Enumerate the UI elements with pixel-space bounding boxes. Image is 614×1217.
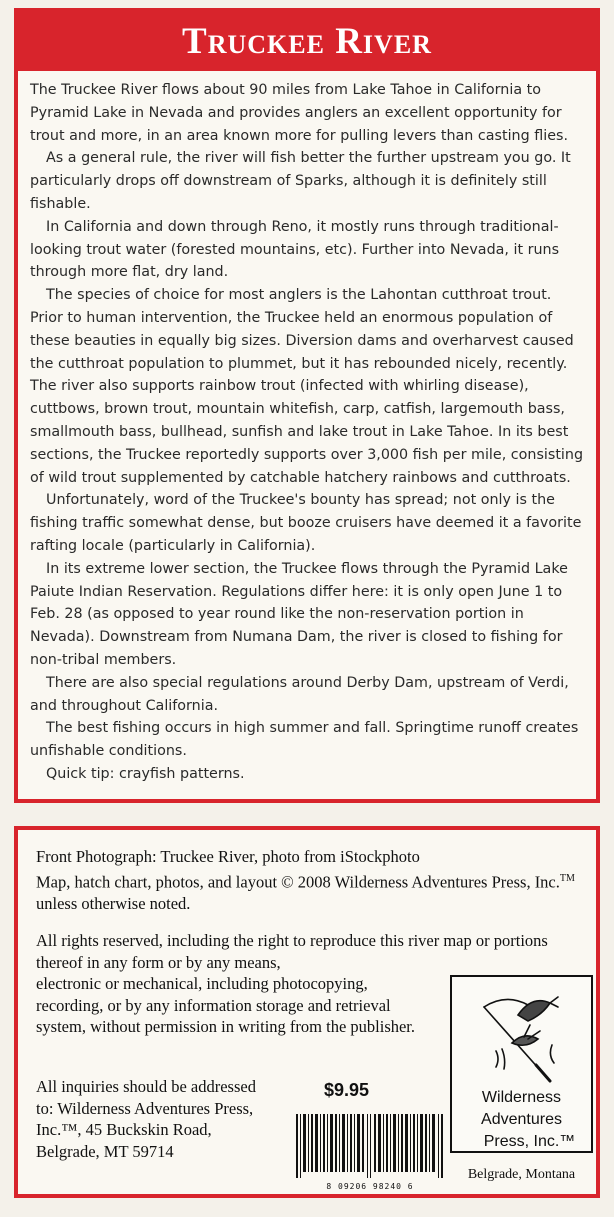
copyright-suffix: unless otherwise noted. bbox=[36, 893, 191, 913]
price-label: $9.95 bbox=[324, 1080, 370, 1100]
article-panel bbox=[14, 8, 600, 803]
logo-text bbox=[452, 1087, 591, 1153]
photo-credit: Front Photograph: Truckee River, photo from iStockphoto bbox=[36, 847, 420, 866]
article-body bbox=[18, 71, 596, 786]
logo-line-3: Press, Inc.™ bbox=[483, 1133, 576, 1150]
paragraph: There are also special regulations around Derby Dam, upstream of Verdi, and throughout California. bbox=[30, 674, 569, 714]
rights-text-a: All rights reserved, including the right to reproduce this river map or portions thereof in any form or by any means, bbox=[36, 931, 548, 972]
paragraph: The Truckee River flows about 90 miles from Lake Tahoe in California to Pyramid Lake in Nevada and provides anglers an excellent opportunity for trout and more, in an area known more for pulling levers than casting flies. bbox=[30, 82, 568, 144]
title-bar bbox=[17, 11, 597, 71]
fish-and-rod-icon bbox=[466, 985, 578, 1085]
paragraph: In its extreme lower section, the Truckee flows through the Pyramid Lake Paiute Indian Reservation. Regulations differ here: it is only open June 1 to Feb. 28 (as opposed to year round like the non-reservation portion in Nevada). Downstream from Numana Dam, the river is closed to fishing for non-tribal members. bbox=[30, 560, 568, 668]
inquiries-text: All inquiries should be addressed to: Wilderness Adventures Press, Inc.™, 45 Buckskin Road, Belgrade, MT 59714 bbox=[36, 1077, 256, 1161]
rights-text-b: electronic or mechanical, including photocopying, recording, or by any information storage and retrieval system, without permission in writing from the publisher. bbox=[36, 974, 416, 1036]
copyright-line bbox=[36, 868, 596, 915]
publisher-panel bbox=[14, 826, 600, 1198]
paragraph: As a general rule, the river will fish better the further upstream you go. It particularly drops off downstream of Sparks, although it is definitely still fishable. bbox=[30, 150, 571, 212]
barcode bbox=[290, 1114, 450, 1178]
publisher-location: Belgrade, Montana bbox=[467, 1167, 576, 1182]
credits-block bbox=[36, 846, 596, 914]
page-title: Truckee River bbox=[182, 20, 432, 62]
paragraph: The species of choice for most anglers is the Lahontan cutthroat trout. Prior to human intervention, the Truckee held an enormous population of these beauties in equally big sizes. Diversion dams and overharvest caused the cutthroat population to plummet, but it has rebounded nicely, recently. The river also supports rainbow trout (infected with whirling disease), cuttbows, brown trout, mountain whitefish, carp, catfish, largemouth bass, smallmouth bass, bullhead, sunfish and lake trout in Lake Tahoe. In its best sections, the Truckee reportedly supports over 3,000 fish per mile, consisting of wild trout supplemented by catchable hatchery rainbows and cutthroats. bbox=[30, 287, 584, 486]
paragraph: In California and down through Reno, it mostly runs through traditional-looking trout water (forested mountains, etc). Further into Nevada, it runs through more flat, dry land. bbox=[30, 218, 560, 281]
logo-line-1: Wilderness bbox=[481, 1089, 562, 1106]
barcode-number: 8 09206 98240 6 bbox=[326, 1182, 414, 1191]
copyright-text: Map, hatch chart, photos, and layout © 2008 Wilderness Adventures Press, Inc. bbox=[36, 872, 560, 891]
trademark-mark: TM bbox=[559, 872, 575, 884]
logo-line-2: Adventures bbox=[481, 1111, 562, 1128]
paragraph: Quick tip: crayfish patterns. bbox=[46, 765, 245, 782]
paragraph: The best fishing occurs in high summer and fall. Springtime runoff creates unfishable conditions. bbox=[30, 720, 579, 760]
paragraph: Unfortunately, word of the Truckee's bounty has spread; not only is the fishing traffic somewhat dense, but booze cruisers have deemed it a favorite rafting locale (particularly in California). bbox=[30, 492, 582, 554]
publisher-logo bbox=[450, 975, 593, 1153]
